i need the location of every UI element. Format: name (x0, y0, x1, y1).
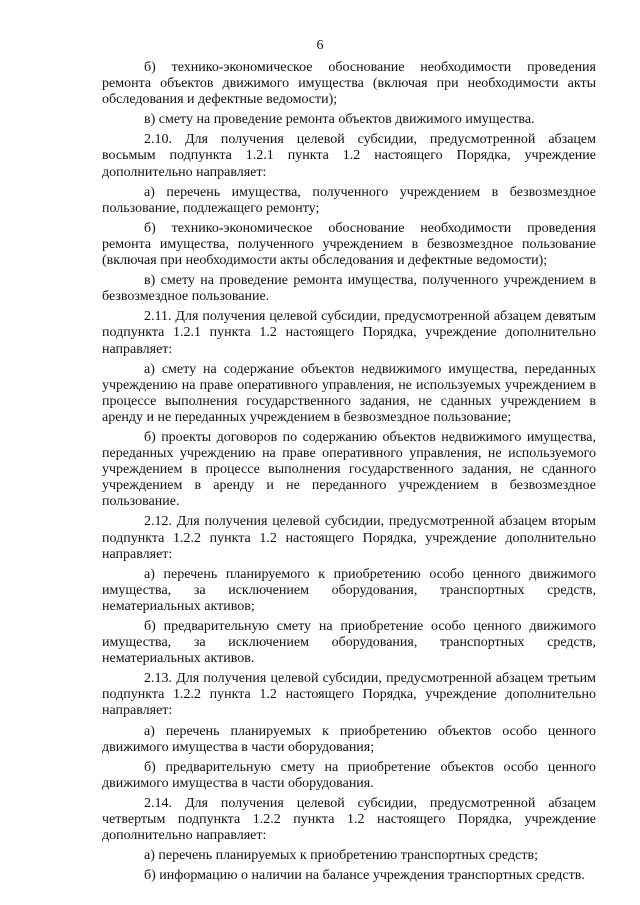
paragraph: б) предварительную смету на приобретение особо ценного движимого имущества, за исключением оборудования, транспортных средств, нематериальных активов. (102, 619, 596, 667)
paragraph: б) технико-экономическое обоснование необходимости проведения ремонта имущества, полученного учреждением в безвозмездное пользование (включая при необходимости акты обследования и дефектные ведомости); (102, 220, 596, 269)
paragraph: а) перечень имущества, полученного учреждением в безвозмездное пользование, подлежащего ремонту; (102, 184, 596, 216)
paragraph: в) смету на проведение ремонта объектов движимого имущества. (144, 112, 535, 128)
paragraph: а) перечень планируемых к приобретению транспортных средств; (144, 848, 538, 864)
paragraph: б) проекты договоров по содержанию объектов недвижимого имущества, переданных учреждению на праве оперативного управления, не используемого учреждением в процессе выполнения государственного задания, не сданного учреждением в аренду и не переданного учреждением в безвозмездное пользование. (102, 429, 596, 510)
paragraph: б) технико-экономическое обоснование необходимости проведения ремонта объектов движимого имущества (включая при необходимости акты обследования и дефектные ведомости); (102, 60, 596, 108)
paragraph: а) перечень планируемого к приобретению особо ценного движимого имущества, за исключением оборудования, транспортных средств, нематериальных активов; (102, 566, 596, 614)
page-number: 6 (316, 38, 324, 53)
document-body (102, 60, 596, 888)
paragraph: 2.12. Для получения целевой субсидии, предусмотренной абзацем вторым подпункта 1.2.2 пункта 1.2 настоящего Порядка, учреждение дополнительно направляет: (102, 514, 596, 562)
paragraph: б) предварительную смету на приобретение объектов особо ценного движимого имущества в части оборудования. (102, 759, 596, 791)
paragraph: а) перечень планируемых к приобретению объектов особо ценного движимого имущества в части оборудования; (102, 723, 596, 755)
paragraph: 2.13. Для получения целевой субсидии, предусмотренной абзацем третьим подпункта 1.2.2 пункта 1.2 настоящего Порядка, учреждение дополнительно направляет: (102, 671, 596, 719)
paragraph: а) смету на содержание объектов недвижимого имущества, переданных учреждению на праве оперативного управления, не используемых учреждением в процессе выполнения государственного задания, не сданных учреждением в аренду и не переданных учреждением в безвозмездное пользование; (102, 361, 596, 425)
paragraph: в) смету на проведение ремонта имущества, полученного учреждением в безвозмездное пользование. (102, 273, 596, 305)
paragraph: 2.14. Для получения целевой субсидии, предусмотренной абзацем четвертым подпункта 1.2.2 пункта 1.2 настоящего Порядка, учреждение дополнительно направляет: (102, 795, 596, 844)
paragraph: б) информацию о наличии на балансе учреждения транспортных средств. (144, 868, 585, 884)
paragraph: 2.11. Для получения целевой субсидии, предусмотренной абзацем девятым подпункта 1.2.1 пункта 1.2 настоящего Порядка, учреждение дополнительно направляет: (102, 309, 596, 357)
paragraph: 2.10. Для получения целевой субсидии, предусмотренной абзацем восьмым подпункта 1.2.1 пункта 1.2 настоящего Порядка, учреждение дополнительно направляет: (102, 132, 596, 180)
